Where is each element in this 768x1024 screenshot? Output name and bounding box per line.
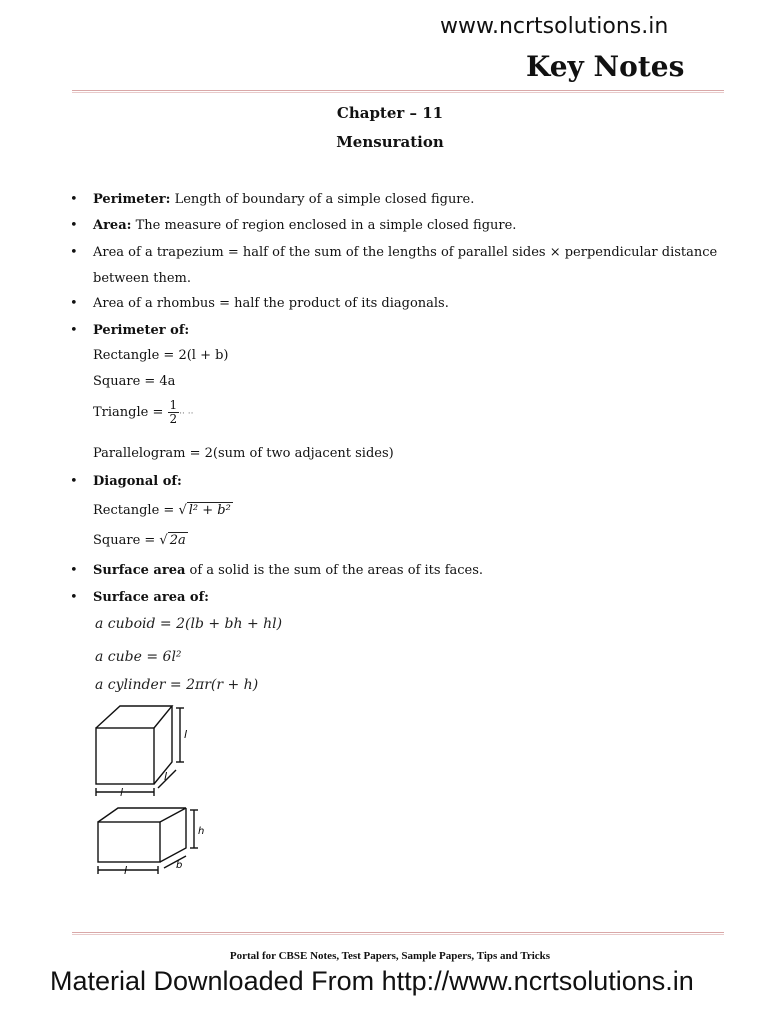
perimeter-parallelogram: Parallelogram = 2(sum of two adjacent sides)	[93, 446, 394, 461]
term-area: Area:	[93, 218, 132, 233]
bullet-icon: •	[70, 218, 78, 233]
bullet-icon: •	[70, 563, 78, 578]
def-perimeter: Length of boundary of a simple closed figure.	[170, 192, 475, 207]
triangle-fraction	[168, 399, 180, 426]
footer-divider	[72, 932, 724, 935]
bullet-icon: •	[70, 192, 78, 207]
note-area	[93, 218, 516, 234]
diagonal-square	[93, 533, 188, 549]
perimeter-of-heading: Perimeter of:	[93, 323, 190, 338]
note-rhombus: Area of a rhombus = half the product of its diagonals.	[93, 296, 449, 311]
cuboid-height-label: h	[198, 826, 205, 837]
term-perimeter: Perimeter:	[93, 192, 171, 207]
cuboid-depth-label: b	[176, 860, 183, 871]
cuboid-width-label: l	[124, 864, 128, 877]
footer-portal-text: Portal for CBSE Notes, Test Papers, Sample Papers, Tips and Tricks	[229, 950, 551, 962]
bullet-icon: •	[70, 590, 78, 605]
formula-cuboid: a cuboid = 2(lb + bh + hl)	[95, 616, 283, 632]
cube-depth-label: l	[164, 770, 168, 783]
footer-download-link[interactable]: Material Downloaded From http://www.ncrtsolutions.in	[50, 966, 694, 996]
diagonal-square-label: Square =	[93, 533, 160, 548]
def-surface-area: of a solid is the sum of the areas of its faces.	[185, 563, 484, 578]
surface-area-heading: Surface area of:	[93, 590, 209, 605]
perimeter-square: Square = 4a	[93, 374, 176, 389]
sqrt-expression: √ 2a	[159, 533, 186, 548]
bullet-icon: •	[70, 323, 78, 338]
cube-width-label: l	[120, 786, 124, 799]
radicand: l² + b²	[188, 503, 231, 518]
term-surface-area: Surface area	[93, 563, 186, 578]
diagonal-rectangle-label: Rectangle =	[93, 503, 179, 518]
chapter-number: Chapter – 11	[336, 104, 444, 122]
bullet-icon: •	[70, 296, 78, 311]
triangle-tail: ·· ··	[179, 409, 194, 419]
fraction-numerator: 1	[169, 398, 178, 412]
note-trapezium-line2: between them.	[93, 271, 192, 286]
cuboid-diagram	[90, 806, 210, 878]
note-trapezium-line1: Area of a trapezium = half of the sum of the lengths of parallel sides × perpendicular distance	[93, 245, 718, 260]
cube-height-label: l	[184, 728, 188, 741]
doc-type-title: Key Notes	[526, 50, 685, 83]
note-perimeter	[93, 192, 474, 208]
triangle-label: Triangle =	[93, 405, 168, 420]
diagonal-rectangle	[93, 503, 233, 519]
perimeter-rectangle: Rectangle = 2(l + b)	[93, 348, 229, 363]
bullet-icon: •	[70, 474, 78, 489]
formula-cube: a cube = 6l²	[95, 649, 182, 665]
chapter-title: Mensuration	[336, 133, 444, 151]
bullet-icon: •	[70, 245, 78, 260]
formula-cylinder: a cylinder = 2πr(r + h)	[95, 677, 259, 693]
def-area: The measure of region enclosed in a simple closed figure.	[131, 218, 517, 233]
perimeter-triangle	[93, 399, 193, 426]
fraction-denominator: 2	[169, 412, 178, 426]
sqrt-expression: √ l² + b²	[178, 503, 231, 518]
diagonal-heading: Diagonal of:	[93, 474, 182, 489]
header-divider	[72, 90, 724, 93]
note-surface-area	[93, 563, 483, 579]
cube-diagram	[86, 704, 196, 800]
site-url: www.ncrtsolutions.in	[440, 14, 669, 39]
radicand: 2a	[169, 533, 186, 548]
